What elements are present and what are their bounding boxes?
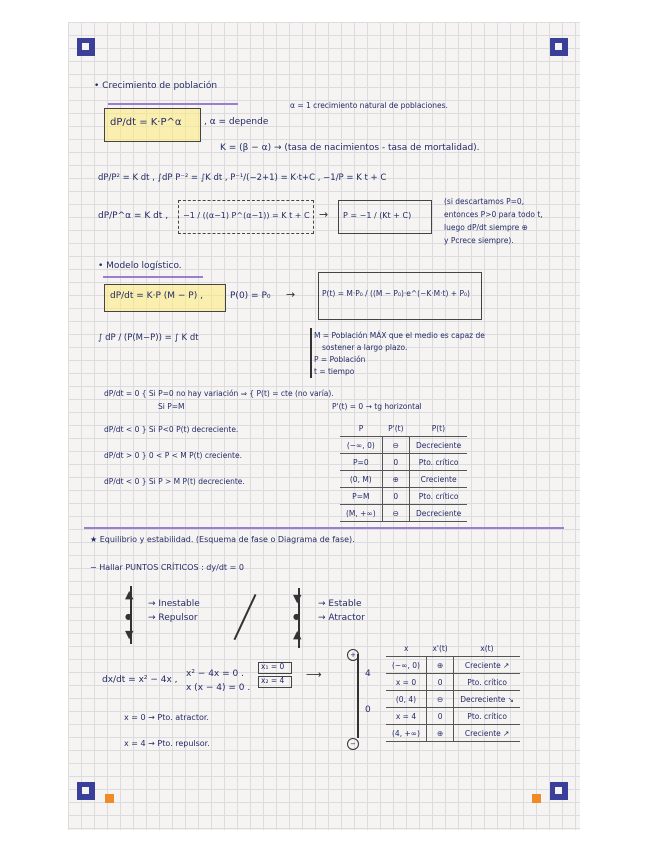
main-equation: dP/dt = K·P^α (110, 117, 182, 128)
section-title-logistic: • Modelo logístico. (98, 261, 182, 271)
logistic-sign-table (340, 420, 467, 522)
arrow-down-icon: ▼ (293, 592, 302, 605)
table-cell: 0 (382, 454, 409, 471)
table-cell: (0, M) (340, 471, 382, 488)
root-2: x₂ = 4 (261, 676, 285, 685)
general-solution: −1 / ((α−1) P^(α−1)) = K t + C (183, 211, 310, 220)
note-line-4: y Pcrece siempre). (444, 236, 514, 245)
phase-diagram-line (357, 654, 359, 738)
section-title-equilibrium: ★ Equilibrio y estabilidad. (Esquema de fase o Diagrama de fase). (90, 535, 355, 544)
note-line-2: entonces P>0 para todo t, (444, 210, 543, 219)
table-cell: 0 (382, 488, 409, 505)
zero-case-line: dP/dt = 0 { Si P=0 no hay variación ⇒ { P(t) = cte (no varía). (104, 389, 334, 398)
table-cell: ⊕ (382, 471, 409, 488)
table-cell: ⊕ (426, 725, 453, 742)
table-cell: ⊖ (426, 691, 453, 708)
legend-line-4: t = tiempo (314, 367, 355, 376)
zero-case-pm: Si P=M (158, 402, 185, 411)
repulsor-label: → Repulsor (148, 613, 198, 623)
corner-mark-top-right (550, 38, 568, 56)
table-cell: ⊕ (426, 657, 453, 674)
table-cell: (4, +∞) (386, 725, 426, 742)
section-title-growth: • Crecimiento de población (94, 81, 218, 91)
section-divider (84, 527, 564, 529)
table-row (386, 657, 520, 674)
table-cell: 0 (426, 708, 453, 725)
logistic-integral: ∫ dP / (P(M−P)) = ∫ K dt (98, 333, 199, 343)
table-cell: Decreciente (410, 437, 468, 454)
table-row (386, 674, 520, 691)
table-cell: Pto. crítico (410, 488, 468, 505)
example-equation: dx/dt = x² − 4x , (102, 675, 178, 685)
table-cell: Pto. crítico (454, 708, 520, 725)
table-cell: Creciente (410, 471, 468, 488)
corner-mark-top-left (77, 38, 95, 56)
table-cell: (M, +∞) (340, 505, 382, 522)
table-header: P (340, 420, 382, 437)
alpha-one-note: α = 1 crecimiento natural de poblaciones. (290, 101, 448, 110)
table-cell: (0, 4) (386, 691, 426, 708)
orange-mark-right (532, 794, 541, 803)
table-header: P'(t) (382, 420, 409, 437)
zero-case-tangent: P'(t) = 0 → tg horizontal (332, 402, 422, 411)
table-header: P(t) (410, 420, 468, 437)
table-cell: P=0 (340, 454, 382, 471)
p-result: P = −1 / (Kt + C) (343, 211, 412, 220)
minus-sign-icon: − (347, 738, 359, 750)
arrow-up-icon: ▲ (125, 588, 134, 601)
note-line-3: luego dP/dt siempre ⊕ (444, 223, 528, 232)
table-row (340, 505, 467, 522)
table-cell: x = 4 (386, 708, 426, 725)
arrow-down-icon: ▼ (125, 628, 134, 641)
corner-mark-bottom-left (77, 782, 95, 800)
sign-row-3: dP/dt < 0 } Si P > M P(t) decreciente. (104, 477, 245, 486)
table-row (340, 437, 467, 454)
stable-label: → Estable (318, 599, 362, 609)
logistic-equation: dP/dt = K·P (M − P) , (110, 291, 203, 301)
table-cell: ⊖ (382, 505, 409, 522)
point-icon: ● (125, 612, 132, 621)
table-cell: (−∞, 0) (386, 657, 426, 674)
table-cell: Creciente ↗ (454, 657, 520, 674)
integration-row: dP/P² = K dt , ∫dP P⁻² = ∫K dt , P⁻¹/(−2+1) = K·t+C , −1/P = K t + C (98, 173, 387, 183)
highlight-line (108, 103, 238, 105)
initial-condition: P(0) = P₀ (230, 291, 271, 301)
table-header: x (386, 640, 426, 657)
table-row (386, 708, 520, 725)
table-cell: Decreciente ↘ (454, 691, 520, 708)
k-definition: K = (β − α) → (tasa de nacimientos - tasa de mortalidad). (220, 143, 480, 153)
note-line-1: (si descartamos P=0, (444, 197, 525, 206)
corner-mark-bottom-right (550, 782, 568, 800)
unstable-label: → Inestable (148, 599, 200, 609)
highlight-line (103, 276, 203, 278)
phase-label-0: 0 (365, 705, 371, 715)
arrow-up-icon: ▲ (293, 628, 302, 641)
sign-row-2: dP/dt > 0 } 0 < P < M P(t) creciente. (104, 451, 242, 460)
phase-sign-table (386, 640, 520, 742)
example-solve-1: x² − 4x = 0 . (186, 669, 244, 679)
notebook-page (68, 22, 580, 830)
general-row-left: dP/P^α = K dt , (98, 211, 169, 221)
table-row (340, 454, 467, 471)
result-line-1: x = 0 → Pto. atractor. (124, 713, 209, 722)
table-cell: Pto. crítico (410, 454, 468, 471)
table-cell: P=M (340, 488, 382, 505)
table-cell: 0 (426, 674, 453, 691)
table-cell: Creciente ↗ (454, 725, 520, 742)
orange-mark-left (105, 794, 114, 803)
point-icon: ● (293, 612, 300, 621)
table-cell: Pto. crítico (454, 674, 520, 691)
phase-label-4: 4 (365, 669, 371, 679)
table-header: x'(t) (426, 640, 453, 657)
table-cell: (−∞, 0) (340, 437, 382, 454)
legend-line-3: P = Población (314, 355, 366, 364)
example-solve-2: x (x − 4) = 0 . (186, 683, 251, 693)
table-row (340, 488, 467, 505)
table-row (386, 725, 520, 742)
legend-bracket (310, 328, 312, 378)
arrow-right-icon: → (286, 288, 296, 301)
legend-line-1: M = Población MÁX que el medio es capaz de (314, 331, 485, 340)
root-1: x₁ = 0 (261, 662, 285, 671)
legend-line-2: sostener a largo plazo. (322, 343, 408, 352)
critical-points-line: − Hallar PUNTOS CRÍTICOS : dy/dt = 0 (90, 563, 244, 572)
sign-row-1: dP/dt < 0 } Si P<0 P(t) decreciente. (104, 425, 239, 434)
table-cell: ⊖ (382, 437, 409, 454)
result-line-2: x = 4 → Pto. repulsor. (124, 739, 210, 748)
table-row (340, 471, 467, 488)
arrow-right-icon: ⟶ (306, 668, 322, 681)
table-cell: Decreciente (410, 505, 468, 522)
alpha-note: , α = depende (204, 117, 269, 127)
separator-line (234, 594, 256, 640)
table-cell: x = 0 (386, 674, 426, 691)
table-row (386, 691, 520, 708)
plus-sign-icon: + (347, 649, 359, 661)
table-header: x(t) (454, 640, 520, 657)
arrow-right-icon: → (319, 208, 329, 221)
logistic-solution: P(t) = M·P₀ / ((M − P₀)·e^(−K·M·t) + P₀) (322, 289, 470, 298)
attractor-label: → Atractor (318, 613, 365, 623)
